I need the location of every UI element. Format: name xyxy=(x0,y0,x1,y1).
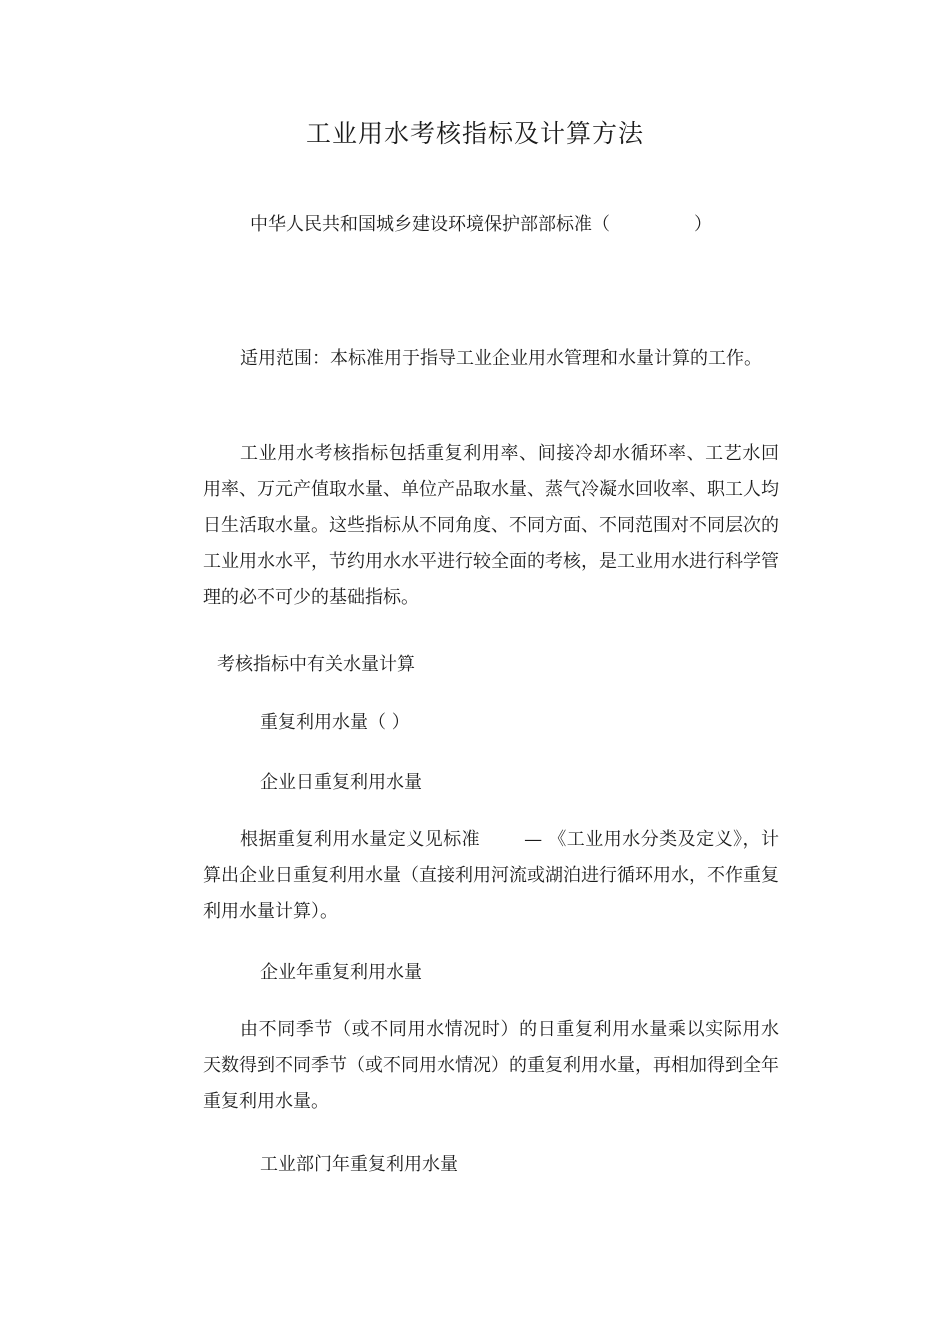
item-yearly-repeat-water: 企业年重复利用水量 xyxy=(260,962,422,983)
item-repeat-water: 重复利用水量（ ） xyxy=(260,712,410,733)
subtitle-suffix: ） xyxy=(694,214,712,235)
scope-paragraph: 适用范围：本标准用于指导工业企业用水管理和水量计算的工作。 xyxy=(240,348,762,369)
item-industry-repeat-water: 工业部门年重复利用水量 xyxy=(260,1154,458,1175)
item-daily-repeat-water: 企业日重复利用水量 xyxy=(260,772,422,793)
yearly-paragraph: 由不同季节（或不同用水情况时）的日重复利用水量乘以实际用水天数得到不同季节（或不同用水情况）的重复利用水量，再相加得到全年重复利用水量。 xyxy=(203,1019,779,1112)
document-title: 工业用水考核指标及计算方法 xyxy=(305,119,644,148)
document-subtitle xyxy=(250,210,712,236)
daily-paragraph xyxy=(203,822,779,930)
intro-paragraph: 工业用水考核指标包括重复利用率、间接冷却水循环率、工艺水回用率、万元产值取水量、单位产品取水量、蒸气冷凝水回收率、职工人均日生活取水量。这些指标从不同角度、不同方面、不同范围对不同层次的工业用水水平，节约用水水平进行较全面的考核，是工业用水进行科学管理的必不可少的基础指标。 xyxy=(203,443,779,608)
subtitle-prefix: 中华人民共和国城乡建设环境保护部部标准（ xyxy=(250,214,610,235)
daily-paragraph-start: 根据重复利用水量定义见标准 xyxy=(240,829,481,850)
section-heading: 考核指标中有关水量计算 xyxy=(217,654,415,675)
daily-paragraph-rest: — 《工业用水分类及定义》，计算出企业日重复利用水量（直接利用河流或湖泊进行循环用水，不作重复利用水量计算）。 xyxy=(203,829,779,922)
